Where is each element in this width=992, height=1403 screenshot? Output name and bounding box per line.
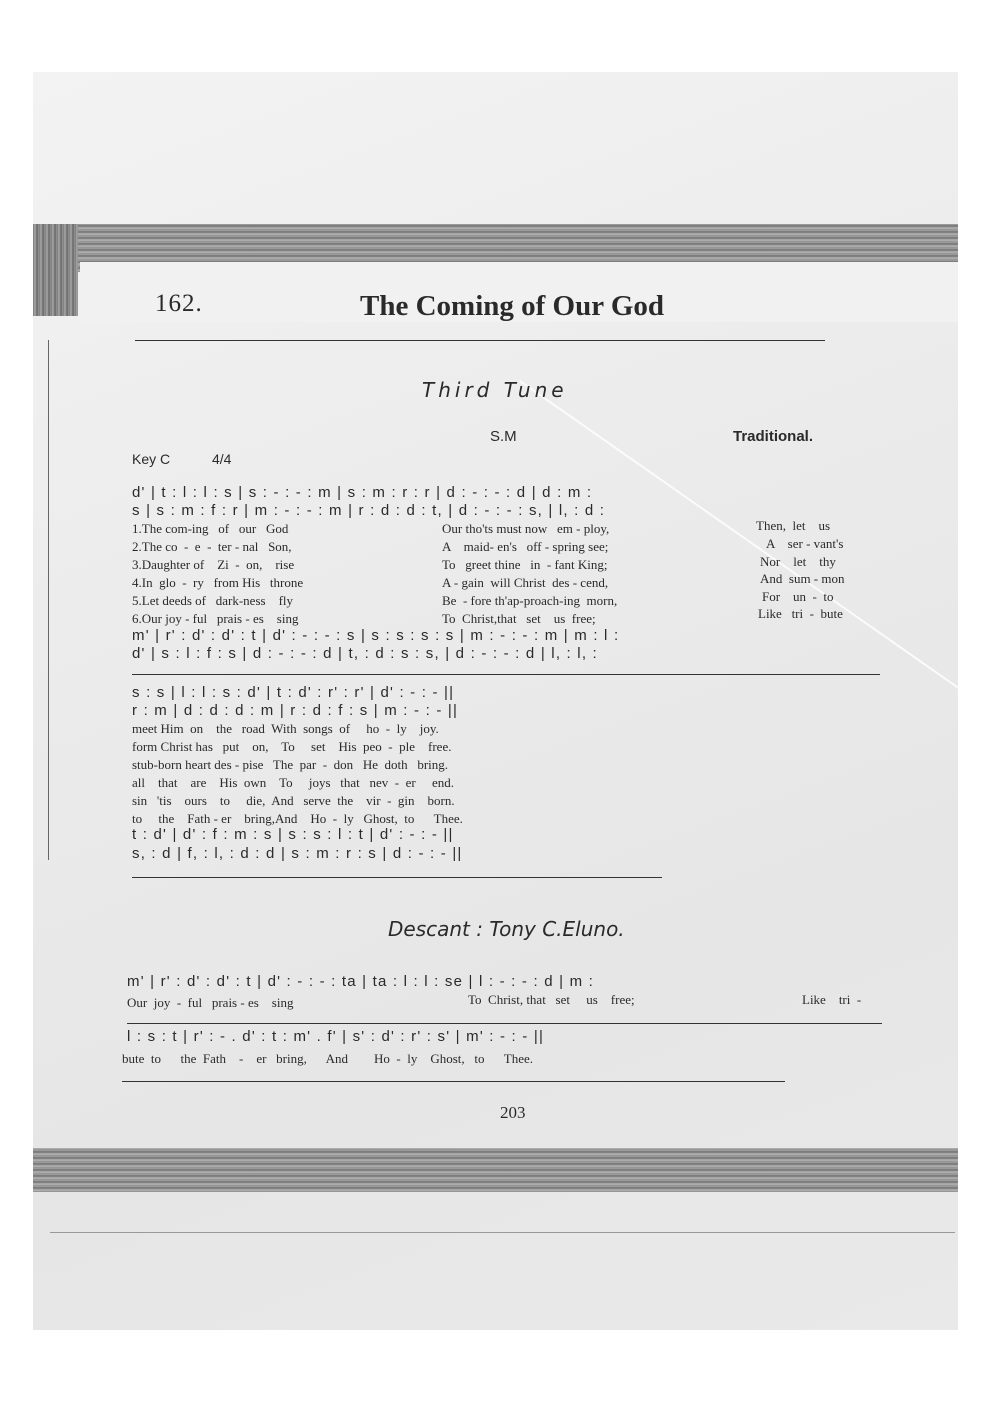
verse-1-part-c: Then, let us xyxy=(756,518,831,533)
verse-2-ending: form Christ has put on, To set His peo - ple free. xyxy=(132,739,452,754)
verse-3-part-a: 3.Daughter of Zi - on, rise xyxy=(132,557,295,572)
title-rule xyxy=(135,340,825,341)
bottom-decorative-band xyxy=(33,1148,958,1192)
verse-6-part-a: 6.Our joy - ful prais - es sing xyxy=(132,611,299,626)
hymn-title: The Coming of Our God xyxy=(360,290,665,322)
tenor-line: m' | r' : d' : d' : t | d' : - : - : s | s : s : s : s | m : - : - : m | m : l : xyxy=(132,627,620,644)
left-frame-line xyxy=(48,340,49,860)
descant-notes-1: m' | r' : d' : d' : t | d' : - : - : ta | ta : l : l : se | l : - : - : d | m : xyxy=(127,973,595,990)
descant-end-rule xyxy=(122,1081,785,1082)
verse-3-ending: stub-born heart des - pise The par - don He doth bring. xyxy=(132,757,449,772)
verse-1-part-a: 1.The com-ing of our God xyxy=(132,521,289,536)
system-divider xyxy=(132,674,880,675)
verse-1-part-b: Our tho'ts must now em - ploy, xyxy=(442,521,610,536)
verse-4-part-a: 4.In glo - ry from His throne xyxy=(132,575,304,590)
verse-2-part-a: 2.The co - e - ter - nal Son, xyxy=(132,539,292,554)
bass-line-2: s, : d | f, : l, : d : d | s : m : r : s | d : - : - || xyxy=(132,845,463,862)
verse-3-part-c: Nor let thy xyxy=(760,554,836,569)
descant-divider xyxy=(127,1023,882,1024)
verse-4-part-c: And sum - mon xyxy=(760,571,845,586)
descant-lyric-1b: To Christ, that set us free; xyxy=(468,992,635,1007)
alto-line-2: r : m | d : d : d : m | r : d : f : s | m : - : - || xyxy=(132,702,459,719)
soprano-line: d' | t : l : l : s | s : - : - : m | s : m : r : r | d : - : - : d | d : m : xyxy=(132,484,593,501)
composer: Traditional. xyxy=(733,428,814,445)
left-decorative-bar xyxy=(33,224,78,316)
verse-1-ending: meet Him on the road With songs of ho - ly joy. xyxy=(132,721,439,736)
verse-6-part-c: Like tri - bute xyxy=(758,606,843,621)
descant-heading: Descant : Tony C.Eluno. xyxy=(388,917,625,941)
descant-lyric-1a: Our joy - ful prais - es sing xyxy=(127,995,294,1010)
verse-2-part-c: A ser - vant's xyxy=(766,536,844,551)
section-end-rule xyxy=(132,877,662,878)
tenor-line-2: t : d' | d' : f : m : s | s : s : l : t | d' : - : - || xyxy=(132,826,454,843)
descant-lyric-1c: Like tri - xyxy=(802,992,862,1007)
verse-4-part-b: A - gain will Christ des - cend, xyxy=(442,575,609,590)
key-signature: Key C xyxy=(132,451,171,467)
verse-5-part-c: For un - to xyxy=(762,589,834,604)
verse-6-part-b: To Christ,that set us free; xyxy=(442,611,596,626)
alto-line: s | s : m : f : r | m : - : - : m | r : d : d : t, | d : - : - : s, | l, : d : xyxy=(132,502,606,519)
time-signature: 4/4 xyxy=(212,451,232,467)
verse-5-part-b: Be - fore th'ap-proach-ing morn, xyxy=(442,593,618,608)
bottom-edge-line xyxy=(50,1232,955,1233)
verse-2-part-b: A maid- en's off - spring see; xyxy=(442,539,609,554)
verse-6-ending: to the Fath - er bring,And Ho - ly Ghost, to Thee. xyxy=(132,811,463,826)
meter: S.M xyxy=(490,428,517,445)
descant-notes-2: l : s : t | r' : - . d' : t : m' . f' | s' : d' : r' : s' | m' : - : - || xyxy=(127,1028,545,1045)
page-number: 203 xyxy=(500,1103,526,1122)
verse-4-ending: all that are His own To joys that nev - er end. xyxy=(132,775,454,790)
soprano-line-2: s : s | l : l : s : d' | t : d' : r' : r' | d' : - : - || xyxy=(132,684,455,701)
tune-name: Third Tune xyxy=(422,378,568,402)
verse-5-ending: sin 'tis ours to die, And serve the vir - gin born. xyxy=(132,793,455,808)
descant-lyric-2: bute to the Fath - er bring, And Ho - ly Ghost, to Thee. xyxy=(122,1051,534,1066)
hymn-number: 162. xyxy=(155,290,203,317)
bass-line: d' | s : l : f : s | d : - : - : d | t, : d : s : s, | d : - : - : d | l, : l, : xyxy=(132,645,598,662)
verse-3-part-b: To greet thine in - fant King; xyxy=(442,557,608,572)
verse-5-part-a: 5.Let deeds of dark-ness fly xyxy=(132,593,294,608)
